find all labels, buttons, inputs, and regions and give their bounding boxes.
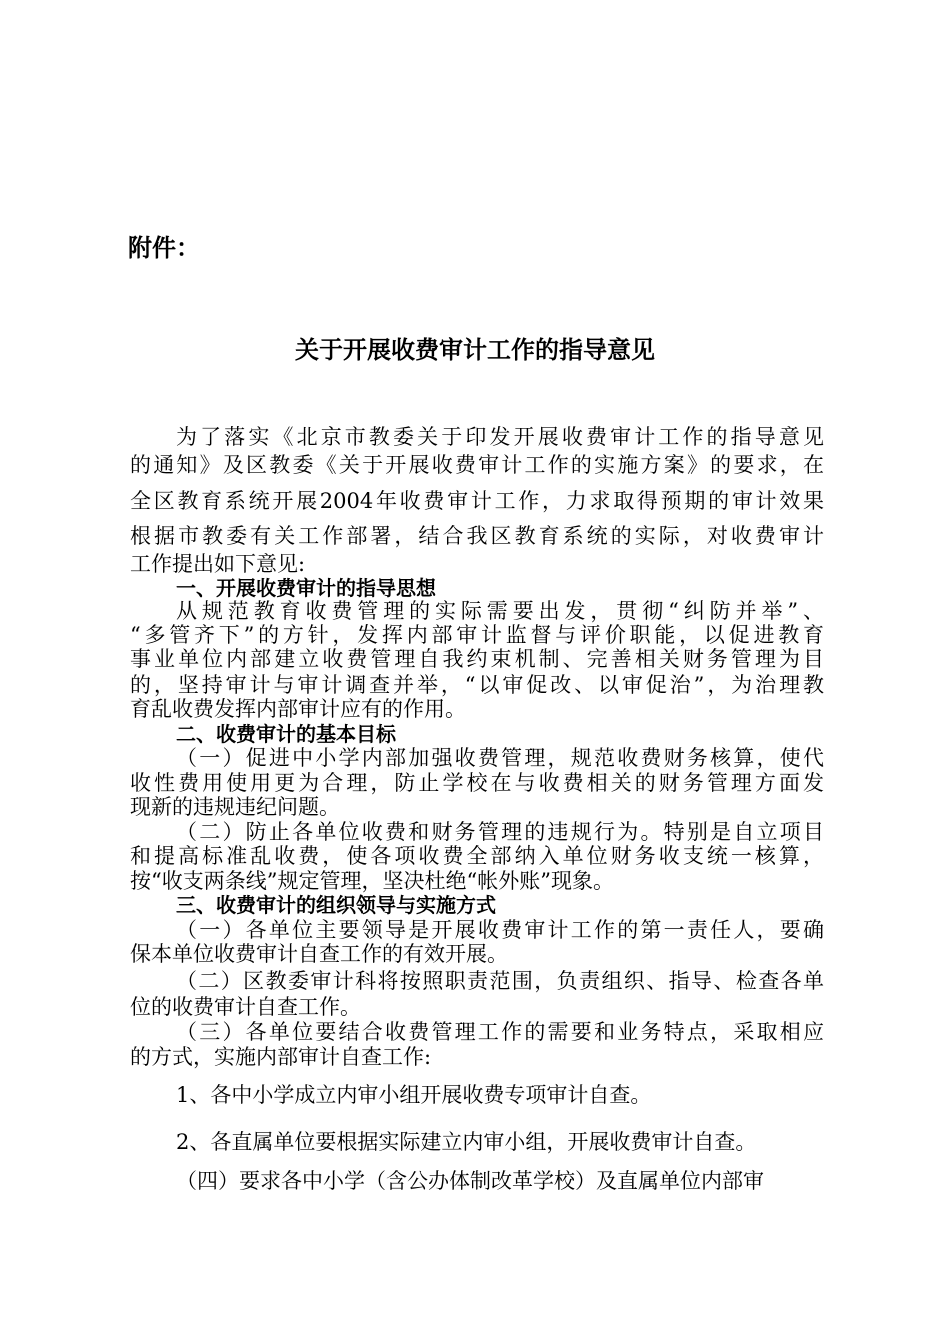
list-item: 1、各中小学成立内审小组开展收费专项审计自查。 <box>176 1083 652 1107</box>
paragraph-line: 育乱收费发挥内部审计应有的作用。 <box>130 697 466 721</box>
paragraph-line: 和提高标准乱收费，使各项收费全部纳入单位财务收支统一核算， <box>130 844 824 868</box>
paragraph-line: 事业单位内部建立收费管理自我约束机制、完善相关财务管理为目 <box>130 647 824 671</box>
intro-line: 为了落实《北京市教委关于印发开展收费审计工作的指导意见 <box>176 425 824 449</box>
paragraph-line: （二）区教委审计科将按照职责范围，负责组织、指导、检查各单 <box>176 969 824 993</box>
intro-line: 根据市教委有关工作部署，结合我区教育系统的实际，对收费审计 <box>130 524 824 548</box>
paragraph-line: 从规范教育收费管理的实际需要出发，贯彻“纠防并举”、 <box>176 599 824 623</box>
section-heading: 二、收费审计的基本目标 <box>176 722 396 746</box>
intro-line: 工作提出如下意见: <box>130 552 306 576</box>
list-item: 2、各直属单位要根据实际建立内审小组，开展收费审计自查。 <box>176 1130 757 1154</box>
paragraph-line: （一）促进中小学内部加强收费管理，规范收费财务核算，使代 <box>176 746 824 770</box>
paragraph-line: （二）防止各单位收费和财务管理的违规行为。特别是自立项目 <box>176 820 824 844</box>
section-heading: 一、开展收费审计的指导思想 <box>176 576 436 600</box>
paragraph-line: （四）要求各中小学（含公办体制改革学校）及直属单位内部审 <box>176 1169 764 1193</box>
paragraph-line: 收性费用使用更为合理，防止学校在与收费相关的财务管理方面发 <box>130 771 824 795</box>
paragraph-line: （一）各单位主要领导是开展收费审计工作的第一责任人，要确 <box>176 918 824 942</box>
attachment-label: 附件： <box>128 234 200 262</box>
paragraph-line: 保本单位收费审计自查工作的有效开展。 <box>130 942 508 966</box>
paragraph-line: （三）各单位要结合收费管理工作的需要和业务特点，采取相应 <box>176 1020 824 1044</box>
intro-line: 全区教育系统开展2004年收费审计工作，力求取得预期的审计效果 <box>130 489 824 513</box>
section-heading: 三、收费审计的组织领导与实施方式 <box>176 893 496 917</box>
paragraph-line: 的，坚持审计与审计调查并举，“以审促改、以审促治”，为治理教 <box>130 673 824 697</box>
paragraph-line: 的方式，实施内部审计自查工作: <box>130 1045 432 1069</box>
paragraph-line: 现新的违规违纪问题。 <box>130 795 340 819</box>
paragraph-line: “多管齐下”的方针，发挥内部审计监督与评价职能，以促进教育 <box>130 623 824 647</box>
paragraph-line: 位的收费审计自查工作。 <box>130 995 361 1019</box>
document-title: 关于开展收费审计工作的指导意见 <box>295 336 655 364</box>
paragraph-line: 按“收支两条线”规定管理，坚决杜绝“帐外账”现象。 <box>130 869 614 893</box>
intro-line: 的通知》及区教委《关于开展收费审计工作的实施方案》的要求，在 <box>130 453 824 477</box>
